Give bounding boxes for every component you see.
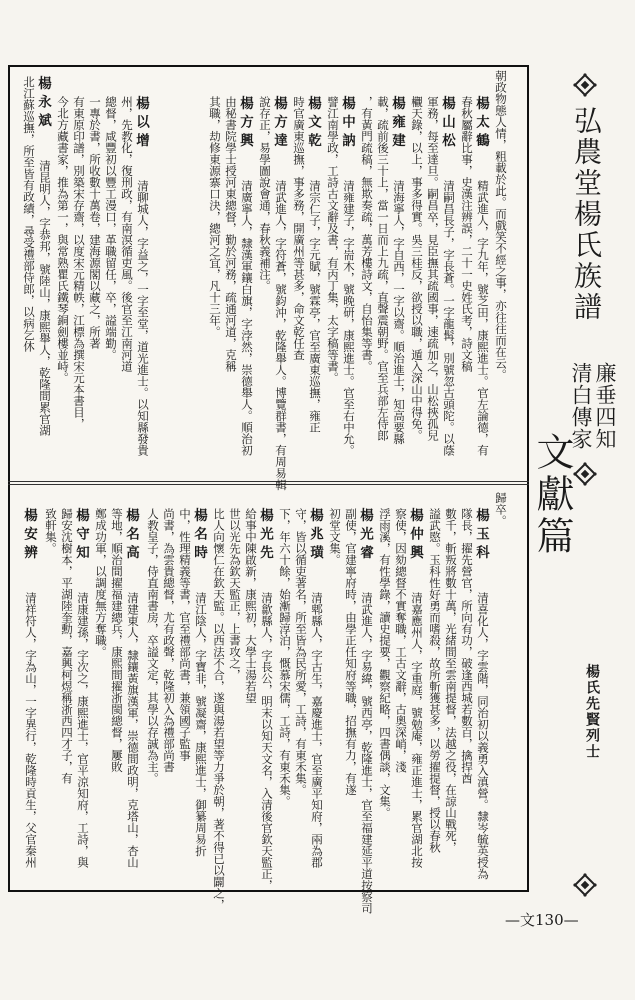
entry-text: 謚武愍。玉科性好勇而嗜殺，故所斬獲甚多，以勞擢提督，授以春秋 xyxy=(428,508,442,853)
entry-text: 清歙縣人，字長公，明末以知天文名，入清後官欽天監正， xyxy=(260,592,274,891)
entry-name: 楊仲興 xyxy=(407,508,423,564)
section-divider xyxy=(8,481,529,482)
entry-text: 數千，斬叛將數十萬，光緒間至雲南提督，法越之役，在諒山戰死， xyxy=(444,508,458,853)
entry-text: 浮雨溪，有性學錄，讀史提要，觀察紀略，四書偶談，文集。 xyxy=(378,508,392,819)
entry-text: 由秘書院學士授河東總督，勤於河務，疏通河道，克稱 xyxy=(224,96,238,372)
entry-text: 清廣寧人，隸漢軍鑲白旗，字浡然，崇德舉人。順治初 xyxy=(240,180,254,456)
entry-text: 隊長，擢先營官，所向有功，破逢西城若數百，擒捍酋 xyxy=(460,508,474,784)
entry-name: 楊山松 xyxy=(439,96,455,152)
entry-name: 楊永斌 xyxy=(35,76,51,132)
entry-text: 有東原印譜，別築宋存齋，以度宋元精帙，江標為撰宋元本書目， xyxy=(72,96,86,430)
entry-text: 州，先教化，復刑政，有南溟循吏風。後官至江南河道 xyxy=(120,96,134,372)
entry-name: 楊太鶴 xyxy=(473,96,489,152)
entry-text: 初堂文集。 xyxy=(328,508,342,566)
entry-text: 清郫縣人，字古生，嘉慶進士，官至廣平知府，兩為郡 xyxy=(310,592,324,868)
entry-text: 副使，官建寧府時，由學正任知府等職，招撫有力，有遂 xyxy=(344,508,358,796)
entry-text: 北江蘇巡撫，所至皆有政績，尋受禮部侍郎，以病乞休 xyxy=(22,76,36,352)
entry-text: ，有黃門疏稿，無欺奏疏，萬芳樓詩文，自怡集等書。 xyxy=(360,96,374,372)
entry-text: 精武進人，字九年，號芝田，康熙進士。官左論德，有 xyxy=(476,180,490,456)
entry-name: 楊中訥 xyxy=(339,96,355,152)
entry-text: 今北方藏書家，推為第一，與常熟瞿氏鐵琴銅劍樓並峙。 xyxy=(56,96,70,384)
entry-name: 楊文乾 xyxy=(305,96,321,152)
entry-name: 楊名時 xyxy=(191,508,207,564)
book-subtitle-1: 廉垂四知 xyxy=(593,362,617,450)
entry-text: 清昆明人，字恭邦，號陸山，康熙舉人，乾隆間累官湖 xyxy=(38,160,52,436)
entry-text: 歸安沈樹本，平湖陸奎勳，嘉興柯煜稱浙西四才子，有 xyxy=(60,508,74,784)
volume-title: 文獻篇 xyxy=(530,432,574,558)
entry-text: 世以光先為欽天監正，上書攻之， xyxy=(228,508,242,681)
category-label: 楊氏先賢列士 xyxy=(584,664,600,760)
book-subtitle-2: 清白傳家 xyxy=(569,362,593,450)
entry-text: 清嗣昌長子，字長蒼。一字龍髯，別號忽古頭陀。以蔭 xyxy=(442,180,456,456)
entry-text: 清康建孫，字次之，康熙進士，官平涼知府，工詩，與 xyxy=(76,592,90,868)
entry-text: 尚書，為雲貴總督，尤有政聲，乾隆初入為禮部尚書 xyxy=(162,508,176,773)
entry-name: 楊以增 xyxy=(133,96,149,152)
entry-text: 軍務，每至達旦。嗣昌卒，見臣撫其疏國事，速疏加之，山松挾孤兒 xyxy=(426,96,440,441)
entry-text: 比人向懷仁在欽天監。以西法不合，遂與湯若望等力爭於朝，著不得已以闢之， xyxy=(212,508,226,911)
entry-name: 楊光睿 xyxy=(357,508,373,564)
corner-ornament-top-right-icon xyxy=(573,73,597,97)
entry-text: 說存正，易學圖說會通，春秋義補注。 xyxy=(258,96,272,292)
entry-text: 譬江南學政，工詩古文辭及書，有丙丁集，太字稿等書。 xyxy=(326,96,340,384)
entry-text: 中，性理精義等書，官至禮部尚書，兼領國子監事 xyxy=(178,508,192,761)
entry-text: 總督，咸豐初以豐工漫口，革職留任，卒，謚端勤。 xyxy=(104,96,118,361)
entry-text: 清武進人，字易緯，號西亭，乾隆進士，官至福建延平道按察司 xyxy=(360,592,374,914)
entry-name: 楊雍建 xyxy=(389,96,405,152)
corner-ornament-bottom-right-icon xyxy=(573,873,597,897)
entry-name: 楊光先 xyxy=(257,508,273,564)
entry-name: 楊玉科 xyxy=(473,508,489,564)
entry-text: 清聊城人，字益之，一字至堂，道光進士。以知縣發貴 xyxy=(136,180,150,456)
entry-text: 一專於書，所收數十萬卷，建海源閣以藏之，所著 xyxy=(88,96,102,349)
entry-text: 給事中陳啟新，康熙初，大學士湯若望 xyxy=(244,508,258,704)
entry-text: 清海寧人，字自西，一字以齋。順治進士，知高要縣 xyxy=(392,180,406,445)
section-divider-double xyxy=(8,484,529,485)
entry-text: 清江陰人，字寶非，號凝齋，康熙進士，御纂周易折 xyxy=(194,592,208,857)
entry-name: 楊守知 xyxy=(73,508,89,564)
page-number: —文130— xyxy=(505,911,579,929)
book-title: 弘農堂楊氏族譜 xyxy=(570,106,603,323)
entry-text: 載，疏前後三十上，當一日而上九疏，直聲震朝野。官至兵部左侍郎 xyxy=(376,96,390,441)
entry-text: 其職，劫修東源寨口決，總河之宜，凡十三年。 xyxy=(208,96,222,338)
upper-continuation: 朝政物態人情，粗載於此。而戲笑不經之事，亦往往而在云。 xyxy=(494,70,508,381)
entry-text: 清宗仁子，字元賦，號霖亭，官至廣東巡撫，雍正 xyxy=(308,180,322,433)
entry-text: 鄭成功軍，以調度無方奪職。 xyxy=(94,508,108,658)
entry-name: 楊方興 xyxy=(237,96,253,152)
lower-continuation: 歸卒。 xyxy=(494,492,508,527)
entry-text: 時官廣東巡撫，事多務，開廣州等甚多，命文乾任查 xyxy=(292,96,306,361)
entry-text: 下，年六十餘，始漸歸淳泊，慨慕宋儒，工詩，有東禾集。 xyxy=(278,508,292,807)
entry-text: 清武進人，字符蒼，號鈞沖，乾隆舉人。博覽群書，有周易輯 xyxy=(274,180,288,491)
entry-name: 楊兆璜 xyxy=(307,508,323,564)
entry-text: 春秋屬辭比事，史漢注辨誤，二十一史姓氏考，詩文稿 xyxy=(460,96,474,372)
entry-name: 楊名高 xyxy=(123,508,139,564)
entry-text: 清雍建子，字耑木，號晚研，康熙進士。官至右中允。 xyxy=(342,180,356,456)
entry-text: 欟天錄，以上，事多得實。吳三桂反，欲授以職，遁入深山中得免。 xyxy=(410,96,424,441)
entry-text: 清祥符人，字為山，一字異行，乾隆時貢生，父官秦州 xyxy=(24,592,38,868)
entry-name: 楊安辨 xyxy=(21,508,37,564)
entry-name: 楊方達 xyxy=(271,96,287,152)
entry-text: 清建東人，隸鑲黃旗漢軍，崇德間政明，克塔山，杏山 xyxy=(126,592,140,868)
entry-text: 致軒集。 xyxy=(44,508,58,554)
entry-text: 人教皇子，侍直南書房，卒謚文定，其學以存誠為主。 xyxy=(146,508,160,784)
entry-text: 清喜化人，字雲階，同治初以義勇入滇營。隸岑毓英授為 xyxy=(476,592,490,880)
entry-text: 清嘉應州人，字重庭，號勉庵，雍正進士，累官湖北按 xyxy=(410,592,424,868)
entry-text: 等地，順治間擢福建總兵，康熙間擢浙閩總督，屢敗 xyxy=(110,508,124,773)
entry-text: 察使，因劾總督不實奪職，工古文辭，古奧深峭，淺 xyxy=(394,508,408,773)
entry-text: 守，皆以循吏著名，所至皆為民所愛，工詩，有東禾集。 xyxy=(294,508,308,796)
